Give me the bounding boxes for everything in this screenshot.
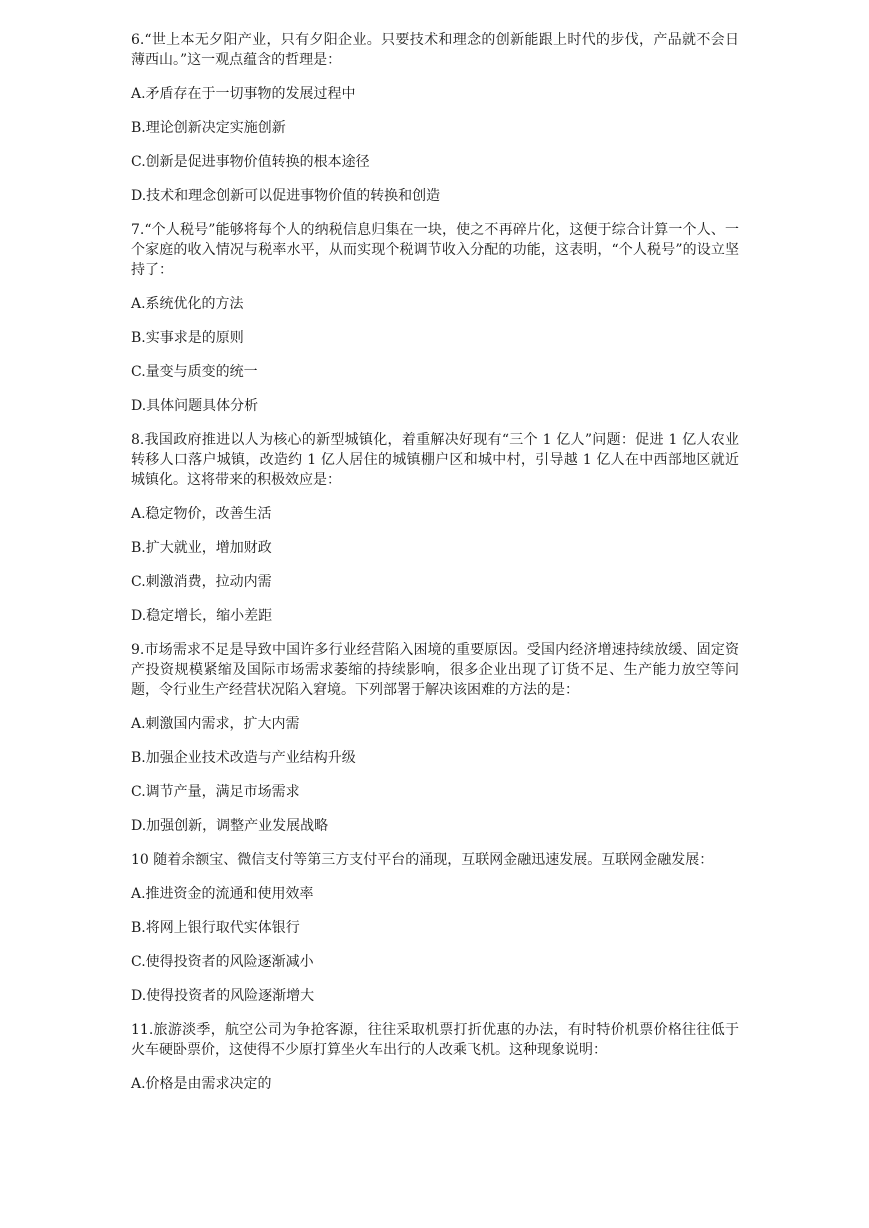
option-b: B.扩大就业，增加财政 (131, 540, 272, 556)
option-a: A.价格是由需求决定的 (131, 1076, 272, 1092)
option-a: A.刺激国内需求，扩大内需 (131, 716, 300, 732)
option-c: C.调节产量，满足市场需求 (131, 784, 300, 800)
option-a: A.系统优化的方法 (131, 296, 244, 312)
option-b: B.加强企业技术改造与产业结构升级 (131, 750, 356, 766)
option-d: D.使得投资者的风险逐渐增大 (131, 988, 315, 1004)
option-a: A.稳定物价，改善生活 (131, 506, 272, 522)
option-c: C.创新是促进事物价值转换的根本途径 (131, 154, 370, 170)
option-c: C.使得投资者的风险逐渐减小 (131, 954, 314, 970)
question-stem: 10 随着余额宝、微信支付等第三方支付平台的涌现，互联网金融迅速发展。互联网金融发展： (131, 852, 714, 868)
option-d: D.技术和理念创新可以促进事物价值的转换和创造 (131, 188, 441, 204)
option-c: C.刺激消费，拉动内需 (131, 574, 272, 590)
question-9 (131, 640, 739, 836)
option-b: B.实事求是的原则 (131, 330, 244, 346)
option-a: A.矛盾存在于一切事物的发展过程中 (131, 86, 356, 102)
question-11 (131, 1020, 739, 1094)
option-b: B.理论创新决定实施创新 (131, 120, 286, 136)
option-a: A.推进资金的流通和使用效率 (131, 886, 314, 902)
question-stem: 11.旅游淡季，航空公司为争抢客源，往往采取机票打折优惠的办法，有时特价机票价格往往低于火车硬卧票价，这使得不少原打算坐火车出行的人改乘飞机。这种现象说明： (131, 1022, 739, 1058)
option-c: C.量变与质变的统一 (131, 364, 258, 380)
option-d: D.稳定增长，缩小差距 (131, 608, 273, 624)
question-stem: 8.我国政府推进以人为核心的新型城镇化，着重解决好现有“三个 1 亿人”问题：促进 1 亿人农业转移人口落户城镇，改造约 1 亿人居住的城镇棚户区和城中村，引导越 1 亿人在中西部地区就近城镇化。这将带来的积极效应是： (131, 432, 739, 488)
question-7 (131, 220, 739, 416)
question-8 (131, 430, 739, 626)
option-d: D.加强创新，调整产业发展战略 (131, 818, 329, 834)
question-stem: 6.“世上本无夕阳产业，只有夕阳企业。只要技术和理念的创新能跟上时代的步伐，产品就不会日薄西山。”这一观点蕴含的哲理是： (131, 32, 739, 68)
document-page (131, 30, 739, 1108)
question-stem: 7.“个人税号”能够将每个人的纳税信息归集在一块，使之不再碎片化，这便于综合计算一个人、一个家庭的收入情况与税率水平，从而实现个税调节收入分配的功能，这表明，“个人税号”的设立坚持了： (131, 222, 739, 278)
question-stem: 9.市场需求不足是导致中国许多行业经营陷入困境的重要原因。受国内经济增速持续放缓、固定资产投资规模紧缩及国际市场需求萎缩的持续影响，很多企业出现了订货不足、生产能力放空等问题，令行业生产经营状况陷入窘境。下列部署于解决该困难的方法的是： (131, 642, 739, 698)
option-d: D.具体问题具体分析 (131, 398, 259, 414)
option-b: B.将网上银行取代实体银行 (131, 920, 300, 936)
question-6 (131, 30, 739, 206)
question-10 (131, 850, 739, 1006)
